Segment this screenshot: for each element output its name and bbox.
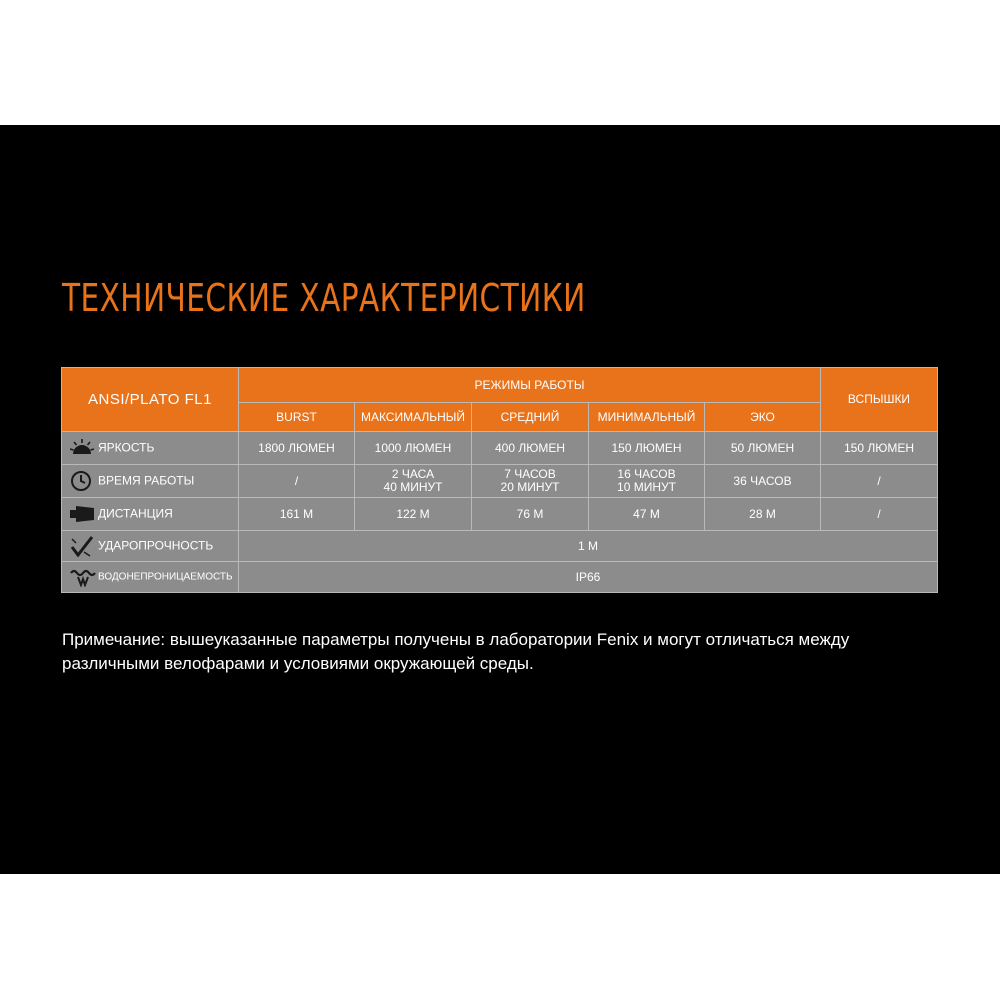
brightness-mid: 400 ЛЮМЕН [472, 432, 589, 465]
table-row [62, 531, 938, 562]
brightness-min: 150 ЛЮМЕН [589, 432, 705, 465]
runtime-label: ВРЕМЯ РАБОТЫ [98, 473, 195, 488]
brightness-label: ЯРКОСТЬ [98, 440, 155, 455]
brightness-max: 1000 ЛЮМЕН [355, 432, 472, 465]
water-icon [70, 567, 98, 587]
distance-label-cell [62, 498, 239, 531]
brightness-label-cell [62, 432, 239, 465]
runtime-mid-l1: 7 ЧАСОВ [504, 467, 556, 481]
impact-label-cell [62, 531, 239, 562]
distance-flash: / [821, 498, 938, 531]
footnote-line-2: различными велофарами и условиями окружающей среды. [62, 654, 534, 673]
runtime-burst-l1: / [294, 473, 299, 488]
runtime-max-l2: 40 МИНУТ [383, 480, 443, 494]
table-row [62, 465, 938, 498]
mode-burst: BURST [239, 403, 355, 432]
water-label-cell [62, 562, 239, 593]
impact-value: 1 М [239, 531, 938, 562]
runtime-min-l1: 16 ЧАСОВ [617, 467, 676, 481]
footnote [62, 628, 962, 676]
impact-icon [70, 535, 98, 557]
distance-mid: 76 М [472, 498, 589, 531]
runtime-label-cell [62, 465, 239, 498]
distance-eco: 28 М [705, 498, 821, 531]
table-header-row [62, 368, 938, 403]
mode-eco: ЭКО [705, 403, 821, 432]
distance-min: 47 М [589, 498, 705, 531]
water-value: IP66 [239, 562, 938, 593]
runtime-flash: / [821, 465, 938, 498]
standard-header: ANSI/PLATO FL1 [62, 368, 239, 432]
beam-icon [70, 505, 98, 523]
spec-table [61, 367, 938, 593]
table-row [62, 562, 938, 593]
runtime-max [355, 465, 472, 498]
distance-label: ДИСТАНЦИЯ [98, 506, 173, 521]
runtime-eco-l1: 36 ЧАСОВ [733, 473, 792, 488]
footnote-line-1: Примечание: вышеуказанные параметры получены в лаборатории Fenix и могут отличаться между [62, 630, 850, 649]
runtime-mid [472, 465, 589, 498]
mode-min: МИНИМАЛЬНЫЙ [589, 403, 705, 432]
flash-header: ВСПЫШКИ [821, 368, 938, 432]
modes-header: РЕЖИМЫ РАБОТЫ [239, 368, 821, 403]
water-label: ВОДОНЕПРОНИЦАЕМОСТЬ [98, 571, 233, 583]
brightness-eco: 50 ЛЮМЕН [705, 432, 821, 465]
runtime-min-l2: 10 МИНУТ [617, 480, 676, 494]
runtime-min [589, 465, 705, 498]
runtime-max-l1: 2 ЧАСА [391, 467, 435, 481]
mode-max: МАКСИМАЛЬНЫЙ [355, 403, 472, 432]
distance-max: 122 М [355, 498, 472, 531]
page-title: ТЕХНИЧЕСКИЕ ХАРАКТЕРИСТИКИ [62, 276, 586, 320]
brightness-burst: 1800 ЛЮМЕН [239, 432, 355, 465]
brightness-flash: 150 ЛЮМЕН [821, 432, 938, 465]
mode-mid: СРЕДНИЙ [472, 403, 589, 432]
sun-icon [70, 438, 98, 458]
impact-label: УДАРОПРОЧНОСТЬ [98, 538, 214, 553]
table-row [62, 432, 938, 465]
distance-burst: 161 М [239, 498, 355, 531]
runtime-burst [239, 465, 355, 498]
runtime-mid-l2: 20 МИНУТ [500, 480, 560, 494]
runtime-eco [705, 465, 821, 498]
table-row [62, 498, 938, 531]
clock-icon [70, 470, 98, 492]
